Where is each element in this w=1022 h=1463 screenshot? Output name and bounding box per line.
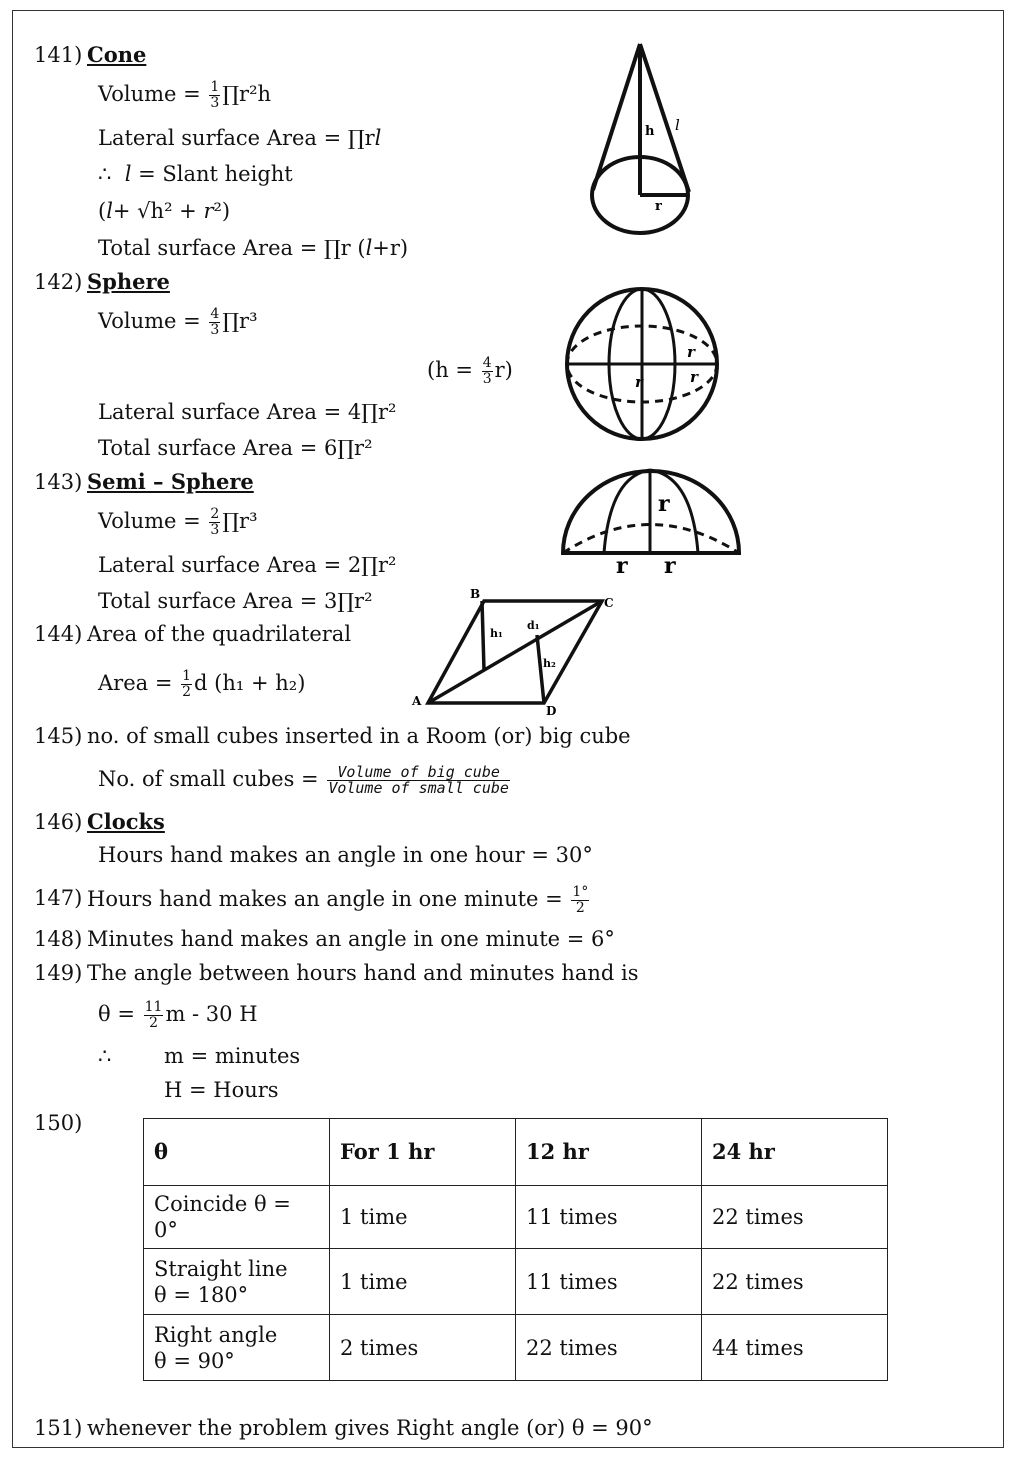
table-header-row <box>144 1119 888 1186</box>
table-cell: 44 times <box>702 1315 888 1381</box>
section-title-sphere: Sphere <box>87 269 170 294</box>
item-number: 144) <box>34 622 83 646</box>
semi-sphere-total-area: Total surface Area = 3∏r² <box>98 589 373 613</box>
section-title-cone: Cone <box>87 42 147 67</box>
clock-table <box>143 1118 888 1381</box>
cubes-formula: No. of small cubes = $\frac{\text{Volume of big cube}}{\text{Volume of small cube}}$ <box>98 763 509 797</box>
item-number: 143) <box>34 470 83 494</box>
semi-sphere-label-r2: r <box>616 553 628 579</box>
item-number: 147) <box>34 886 83 910</box>
table-header-cell: θ <box>144 1119 330 1186</box>
table-cell: Right angle θ = 90° <box>144 1315 330 1381</box>
cone-label-r: r <box>655 199 662 214</box>
sphere-label-r3: r <box>690 368 698 386</box>
table-row <box>144 1186 888 1249</box>
table-cell: 1 time <box>330 1186 516 1249</box>
table-cell: 11 times <box>516 1249 702 1315</box>
semi-sphere-label-r3: r <box>664 553 676 579</box>
table-header-cell: 24 hr <box>702 1119 888 1186</box>
quad-label-a: A <box>412 694 422 708</box>
item-number: 146) <box>34 810 83 834</box>
right-angle-note: whenever the problem gives Right angle (or) θ = 90° <box>87 1416 653 1440</box>
m-definition: m = minutes <box>164 1044 301 1068</box>
table-cell: 2 times <box>330 1315 516 1381</box>
item-number: 148) <box>34 927 83 951</box>
cone-volume: Volume = $\frac{1}{3}$ ∏r²h <box>98 79 272 111</box>
semi-sphere-volume: Volume = $\frac{2}{3}$ ∏r³ <box>98 506 258 538</box>
quad-label-b: B <box>470 587 481 601</box>
sphere-label-r2: r <box>635 373 643 391</box>
sphere-lateral-area: Lateral surface Area = 4∏r² <box>98 400 397 424</box>
sphere-total-area: Total surface Area = 6∏r² <box>98 436 373 460</box>
table-cell: 11 times <box>516 1186 702 1249</box>
section-title-quadrilateral: Area of the quadrilateral <box>87 622 352 646</box>
quad-label-h2: h₂ <box>543 657 556 670</box>
sphere-label-r1: r <box>687 343 695 361</box>
table-cell: 22 times <box>702 1249 888 1315</box>
minute-angle-hours-hand: Hours hand makes an angle in one minute = $\frac{1^\circ}{2}$ <box>87 884 589 916</box>
section-title-cubes: no. of small cubes inserted in a Room (or) big cube <box>87 724 631 748</box>
clocks-hour-angle: Hours hand makes an angle in one hour = 30° <box>98 843 593 867</box>
table-cell: Coincide θ = 0° <box>144 1186 330 1249</box>
sphere-figure <box>562 287 722 442</box>
quad-label-d1: d₁ <box>527 619 540 632</box>
table-cell: 1 time <box>330 1249 516 1315</box>
cone-label-h: h <box>645 124 655 139</box>
h-definition: H = Hours <box>164 1078 279 1102</box>
angle-between-hands-title: The angle between hours hand and minutes hand is <box>87 961 639 985</box>
item-number: 142) <box>34 270 83 294</box>
quadrilateral-figure <box>410 587 625 717</box>
table-cell: 22 times <box>516 1315 702 1381</box>
table-row <box>144 1315 888 1381</box>
item-number: 151) <box>34 1416 83 1440</box>
item-number: 149) <box>34 961 83 985</box>
sphere-volume: Volume = $\frac{4}{3}$ ∏r³ <box>98 306 258 338</box>
section-title-semi-sphere: Semi – Sphere <box>87 469 254 494</box>
table-row <box>144 1249 888 1315</box>
cone-label-l: l <box>675 116 680 134</box>
item-number: 145) <box>34 724 83 748</box>
table-header-cell: 12 hr <box>516 1119 702 1186</box>
table-cell: 22 times <box>702 1186 888 1249</box>
item-number: 141) <box>34 43 83 67</box>
semi-sphere-label-r1: r <box>658 491 670 517</box>
section-title-clocks: Clocks <box>87 809 165 834</box>
therefore-symbol: ∴ <box>98 1044 112 1068</box>
quadrilateral-area: Area = $\frac{1}{2}$ d (h₁ + h₂) <box>98 668 306 700</box>
sphere-h-relation: (h = $\frac{4}{3}$ r) <box>427 355 513 387</box>
theta-formula: θ = $\frac{11}{2}$ m - 30 H <box>98 999 258 1031</box>
item-number: 150) <box>34 1111 83 1135</box>
cone-slant-formula: (𝑙+ √h² + 𝑟²) <box>98 199 231 223</box>
minute-angle-minutes-hand: Minutes hand makes an angle in one minute = 6° <box>87 927 615 951</box>
cone-figure <box>585 40 700 240</box>
quad-label-d: D <box>546 704 557 718</box>
quad-label-h1: h₁ <box>490 627 503 640</box>
quad-label-c: C <box>604 596 614 610</box>
table-header-cell: For 1 hr <box>330 1119 516 1186</box>
cone-slant-def: ∴ 𝑙 = Slant height <box>98 162 293 186</box>
cone-total-area: Total surface Area = ∏r (𝑙+r) <box>98 236 409 260</box>
cone-lateral-area: Lateral surface Area = ∏r𝑙 <box>98 126 382 150</box>
table-cell: Straight line θ = 180° <box>144 1249 330 1315</box>
semi-sphere-figure <box>560 466 742 581</box>
semi-sphere-lateral-area: Lateral surface Area = 2∏r² <box>98 553 397 577</box>
